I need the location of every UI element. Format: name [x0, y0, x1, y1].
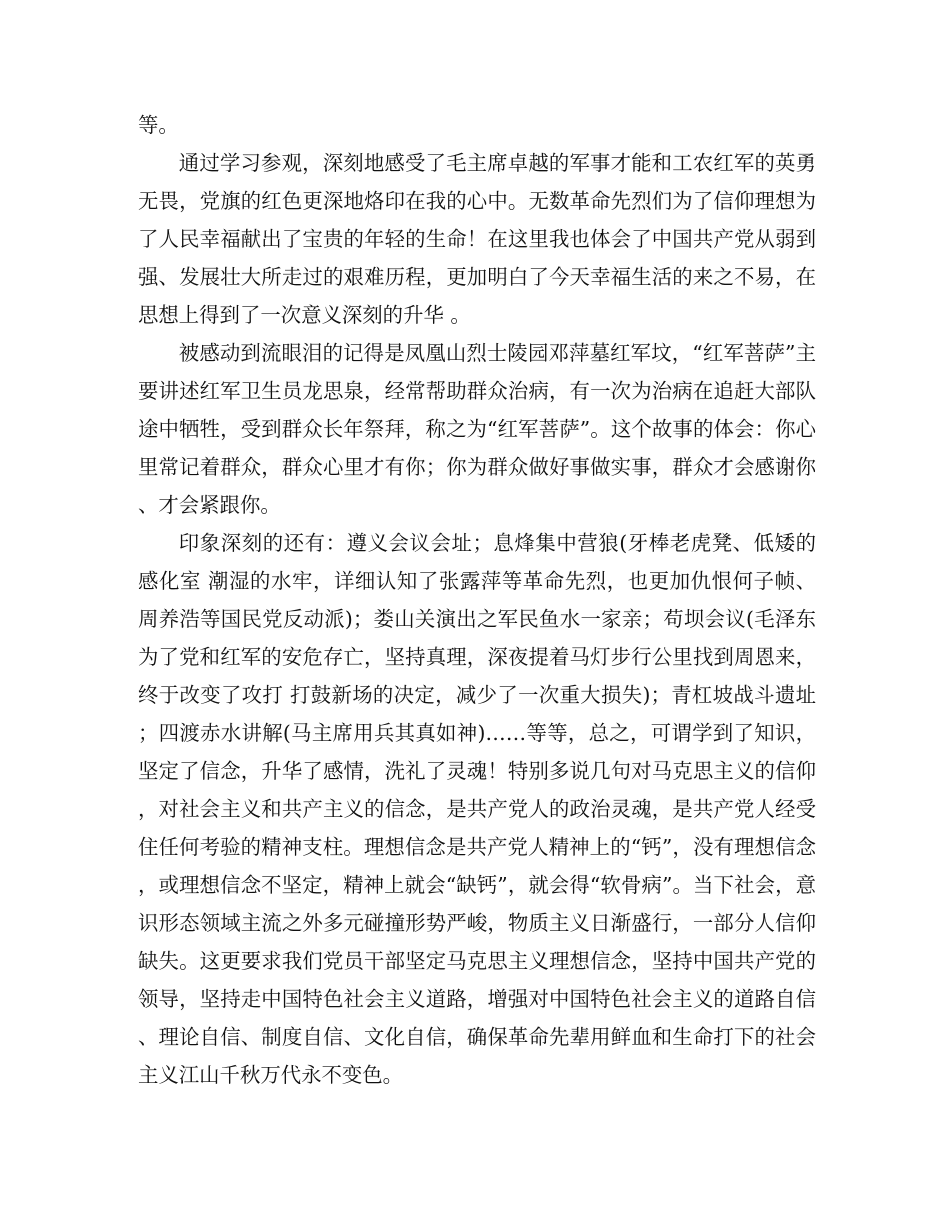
document-page [138, 106, 816, 1094]
paragraph-red-army-bodhisattva: 被感动到流眼泪的记得是凤凰山烈士陵园邓萍墓红军坟，“红军菩萨”主要讲述红军卫生员龙思泉，经常帮助群众治病，有一次为治病在追赶大部队途中牺牲，受到群众长年祭拜，称之为“红军菩萨”。这个故事的体会：你心里常记着群众，群众心里才有你；你为群众做好事做实事，群众才会感谢你、才会紧跟你。 [138, 341, 816, 517]
paragraph-continuation: 等。 [138, 113, 179, 137]
paragraph-study-visit: 通过学习参观，深刻地感受了毛主席卓越的军事才能和工农红军的英勇无畏，党旗的红色更深地烙印在我的心中。无数革命先烈们为了信仰理想为了人民幸福献出了宝贵的年轻的生命！在这里我也体会了中国共产党从弱到强、发展壮大所走过的艰难历程，更加明白了今天幸福生活的来之不易，在思想上得到了一次意义深刻的升华 。 [138, 151, 816, 327]
paragraph-impressions: 印象深刻的还有：遵义会议会址；息烽集中营狼(牙棒老虎凳、低矮的感化室 潮湿的水牢，详细认知了张露萍等革命先烈，也更加仇恨何子帧、周养浩等国民党反动派)；娄山关演出之军民鱼水一家亲；苟坝会议(毛泽东为了党和红军的安危存亡，坚持真理，深夜提着马灯步行公里找到周恩来，终于改变了攻打 打鼓新场的决定，减少了一次重大损失)；青杠坡战斗遗址；四渡赤水讲解(马主席用兵其真如神)……等等，总之，可谓学到了知识，坚定了信念，升华了感情，洗礼了灵魂！特别多说几句对马克思主义的信仰，对社会主义和共产主义的信念，是共产党人的政治灵魂，是共产党人经受住任何考验的精神支柱。理想信念是共产党人精神上的“钙”，没有理想信念，或理想信念不坚定，精神上就会“缺钙”，就会得“软骨病”。当下社会，意识形态领域主流之外多元碰撞形势严峻，物质主义日渐盛行，一部分人信仰缺失。这更要求我们党员干部坚定马克思主义理想信念，坚持中国共产党的领导，坚持走中国特色社会主义道路，增强对中国特色社会主义的道路自信、理论自信、制度自信、文化自信，确保革命先辈用鲜血和生命打下的社会主义江山千秋万代永不变色。 [138, 531, 816, 1087]
